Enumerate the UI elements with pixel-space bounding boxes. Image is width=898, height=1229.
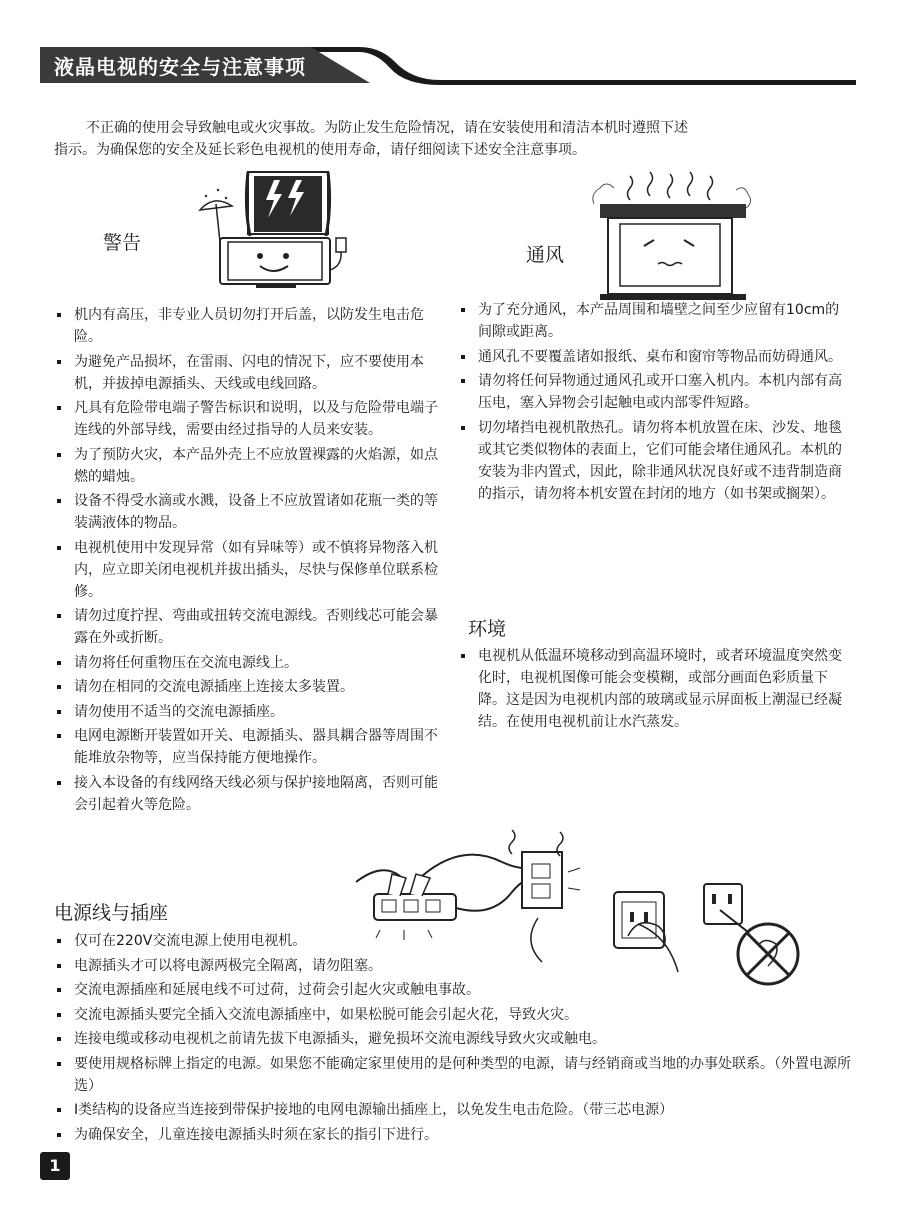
ventilation-list bbox=[458, 299, 848, 507]
ventilation-heading: 通风 bbox=[526, 244, 565, 266]
intro-line-1: 不正确的使用会导致触电或火灾事故。为防止发生危险情况，请在安装使用和清洁本机时遵照下述 bbox=[86, 120, 688, 136]
list-item: 请勿使用不适当的交流电源插座。 bbox=[54, 701, 444, 723]
power-list bbox=[54, 930, 854, 1148]
list-item: 连接电缆或移动电视机之前请先拔下电源插头，避免损坏交流电源线导致火灾或触电。 bbox=[54, 1028, 854, 1050]
list-item: 仅可在220V交流电源上使用电视机。 bbox=[54, 930, 854, 952]
list-item: 为了预防火灾，本产品外壳上不应放置裸露的火焰源，如点燃的蜡烛。 bbox=[54, 444, 444, 488]
list-item: 交流电源插座和延展电线不可过荷，过荷会引起火灾或触电事故。 bbox=[54, 979, 854, 1001]
tv-lightning-umbrella-illustration bbox=[196, 166, 356, 290]
list-item: 请勿过度拧捏、弯曲或扭转交流电源线。否则线芯可能会暴露在外或折断。 bbox=[54, 605, 444, 649]
page-number: 1 bbox=[40, 1152, 70, 1180]
list-item: 电视机使用中发现异常（如有异味等）或不慎将异物落入机内，应立即关闭电视机并拔出插头，尽快与保修单位联系检修。 bbox=[54, 537, 444, 603]
list-item: 切勿堵挡电视机散热孔。请勿将本机放置在床、沙发、地毯或其它类似物体的表面上，它们可能会堵住通风孔。本机的安装为非内置式，因此，除非通风状况良好或不违背制造商的指示，请勿将本机安置在封闭的地方（如书架或搁架）。 bbox=[458, 417, 848, 505]
list-item: 接入本设备的有线网络天线必须与保护接地隔离，否则可能会引起着火等危险。 bbox=[54, 772, 444, 816]
list-item: 电网电源断开装置如开关、电源插头、器具耦合器等周围不能堆放杂物等，应当保持能方便地操作。 bbox=[54, 725, 444, 769]
list-item: 设备不得受水滴或水溅，设备上不应放置诸如花瓶一类的等装满液体的物品。 bbox=[54, 490, 444, 534]
list-item: Ⅰ类结构的设备应当连接到带保护接地的电网电源输出插座上，以免发生电击危险。（带三芯电源） bbox=[54, 1099, 854, 1121]
list-item: 请勿将任何异物通过通风孔或开口塞入机内。本机内部有高压电，塞入异物会引起触电或内部零件短路。 bbox=[458, 370, 848, 414]
list-item: 通风孔不要覆盖诸如报纸、桌布和窗帘等物品而妨碍通风。 bbox=[458, 346, 848, 368]
list-item: 电源插头才可以将电源两极完全隔离，请勿阻塞。 bbox=[54, 955, 854, 977]
intro-line-2: 指示。为确保您的安全及延长彩色电视机的使用寿命，请仔细阅读下述安全注意事项。 bbox=[54, 142, 586, 158]
list-item: 为了充分通风，本产品周围和墙壁之间至少应留有10cm的间隙或距离。 bbox=[458, 299, 848, 343]
tv-overheating-illustration bbox=[586, 174, 756, 304]
list-item: 为避免产品损坏，在雷雨、闪电的情况下，应不要使用本机，并拔掉电源插头、天线或电线回路。 bbox=[54, 351, 444, 395]
environment-list bbox=[458, 645, 848, 736]
list-item: 请勿在相同的交流电源插座上连接太多装置。 bbox=[54, 676, 444, 698]
overloaded-power-strip-illustration bbox=[352, 822, 592, 944]
warning-list bbox=[54, 304, 444, 818]
warning-heading: 警告 bbox=[103, 232, 142, 254]
list-item: 凡具有危险带电端子警告标识和说明，以及与危险带电端子连线的外部导线，需要由经过指导的人员来安装。 bbox=[54, 397, 444, 441]
list-item: 机内有高压，非专业人员切勿打开后盖，以防发生电击危险。 bbox=[54, 304, 444, 348]
environment-heading: 环境 bbox=[468, 618, 507, 640]
power-heading: 电源线与插座 bbox=[54, 902, 169, 924]
list-item: 电视机从低温环境移动到高温环境时，或者环境温度突然变化时，电视机图像可能会变模糊，或部分画面色彩质量下降。这是因为电视机内部的玻璃或显示屏面板上潮湿已经凝结。在使用电视机前让水汽蒸发。 bbox=[458, 645, 848, 733]
list-item: 请勿将任何重物压在交流电源线上。 bbox=[54, 652, 444, 674]
list-item: 要使用规格标牌上指定的电源。如果您不能确定家里使用的是何种类型的电源，请与经销商或当地的办事处联系。（外置电源所选） bbox=[54, 1053, 854, 1097]
page-title: 液晶电视的安全与注意事项 bbox=[54, 55, 306, 79]
list-item: 为确保安全，儿童连接电源插头时须在家长的指引下进行。 bbox=[54, 1124, 854, 1146]
list-item: 交流电源插头要完全插入交流电源插座中，如果松脱可能会引起火花，导致火灾。 bbox=[54, 1004, 854, 1026]
